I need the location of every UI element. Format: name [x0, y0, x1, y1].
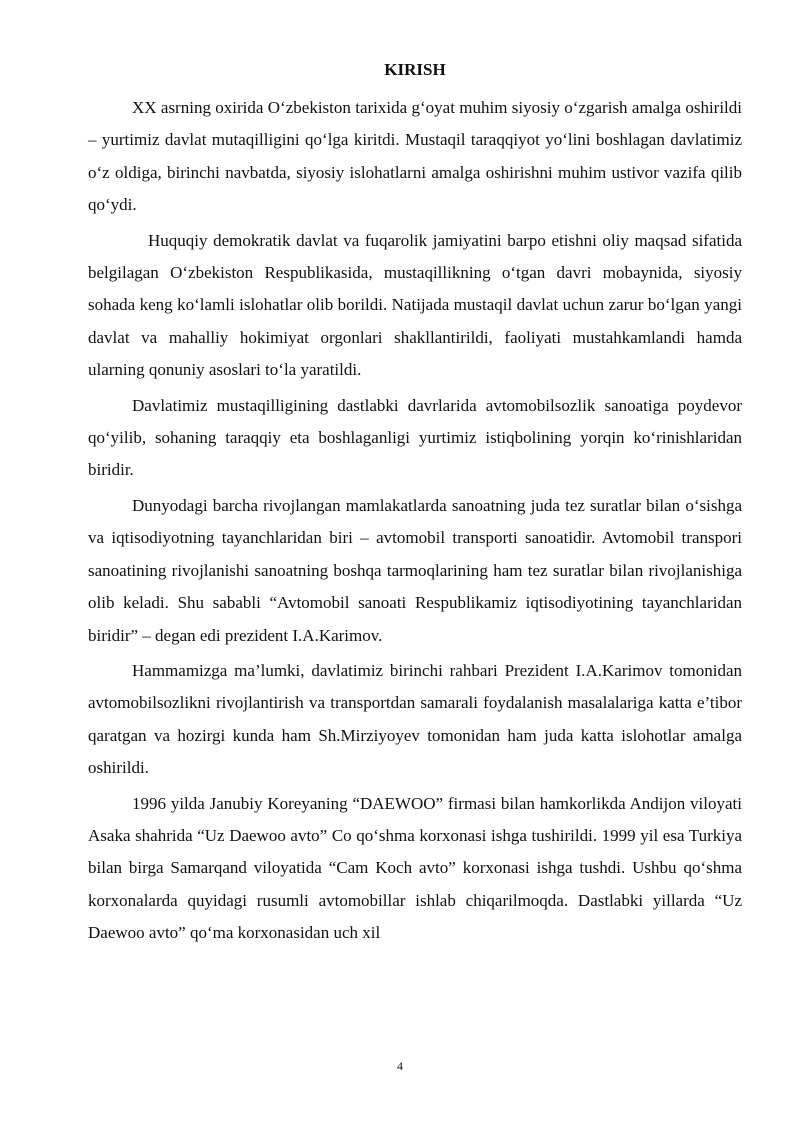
paragraph-intro: XX asrning oxirida O‘zbekiston tarixida g‘oyat muhim siyosiy o‘zgarish amalga oshirildi – yurtimiz davlat mutaqilligini qo‘lga kiritdi. Mustaqil taraqqiyot yo‘lini boshlagan davlatimiz o‘z oldiga, birinchi navbatda, siyosiy islohatlarni amalga oshirishni muhim ustivor vazifa qilib qo‘ydi.	[88, 98, 742, 215]
paragraph-automotive-industry: Dunyodagi barcha rivojlangan mamlakatlarda sanoatning juda tez suratlar bilan o‘sishga va iqtisodiyotning tayanchlaridan biri – avtomobil transporti sanoatidir. Avtomobil transpori sanoatining rivojlanishi sanoatning boshqa tarmoqlarining ham tez suratlar bilan rivojlanishiga olib keladi. Shu sababli “Avtomobil sanoati Respublikamiz iqtisodiyotining tayanchlaridan biridir” – degan edi prezident I.A.Karimov.	[88, 495, 742, 645]
paragraph-democratic-state: Huquqiy demokratik davlat va fuqarolik jamiyatini barpo etishni oliy maqsad sifatida belgilagan O‘zbekiston Respublikasida, mustaqillikning o‘tgan davri mobaynida, siyosiy sohada keng ko‘lamli islohatlar olib borildi. Natijada mustaqil davlat uchun zarur bo‘lgan yangi davlat va mahalliy hokimiyat orgonlari shakllantirildi, faoliyati mustahkamlandi hamda ularning qonuniy asoslari to‘la yaratildi.	[88, 230, 742, 380]
document-page	[88, 58, 742, 953]
page-number: 4	[397, 1059, 403, 1073]
paragraph-joint-ventures: 1996 yilda Janubiy Koreyaning “DAEWOO” firmasi bilan hamkorlikda Andijon viloyati Asaka shahrida “Uz Daewoo avto” Co qo‘shma korxonasi ishga tushirildi. 1999 yil esa Turkiya bilan birga Samarqand viloyatida “Cam Koch avto” korxonasi ishga tushdi. Ushbu qo‘shma korxonalarda quyidagi rusumli avtomobillar ishlab chiqarilmoqda. Dastlabki yillarda “Uz Daewoo avto” qo‘ma korxonasidan uch xil	[88, 793, 742, 943]
paragraph-automotive-foundation: Davlatimiz mustaqilligining dastlabki davrlarida avtomobilsozlik sanoatiga poydevor qo‘yilib, sohaning taraqqiy eta boshlaganligi yurtimiz istiqbolining yorqin ko‘rinishlaridan biridir.	[88, 395, 742, 480]
paragraph-president-attention: Hammamizga ma’lumki, davlatimiz birinchi rahbari Prezident I.A.Karimov tomonidan avtomobilsozlikni rivojlantirish va transportdan samarali foydalanish masalalariga katta e’tibor qaratgan va hozirgi kunda ham Sh.Mirziyoyev tomonidan ham juda katta islohotlar amalga oshirildi.	[88, 660, 742, 778]
section-heading: KIRISH	[384, 60, 446, 79]
